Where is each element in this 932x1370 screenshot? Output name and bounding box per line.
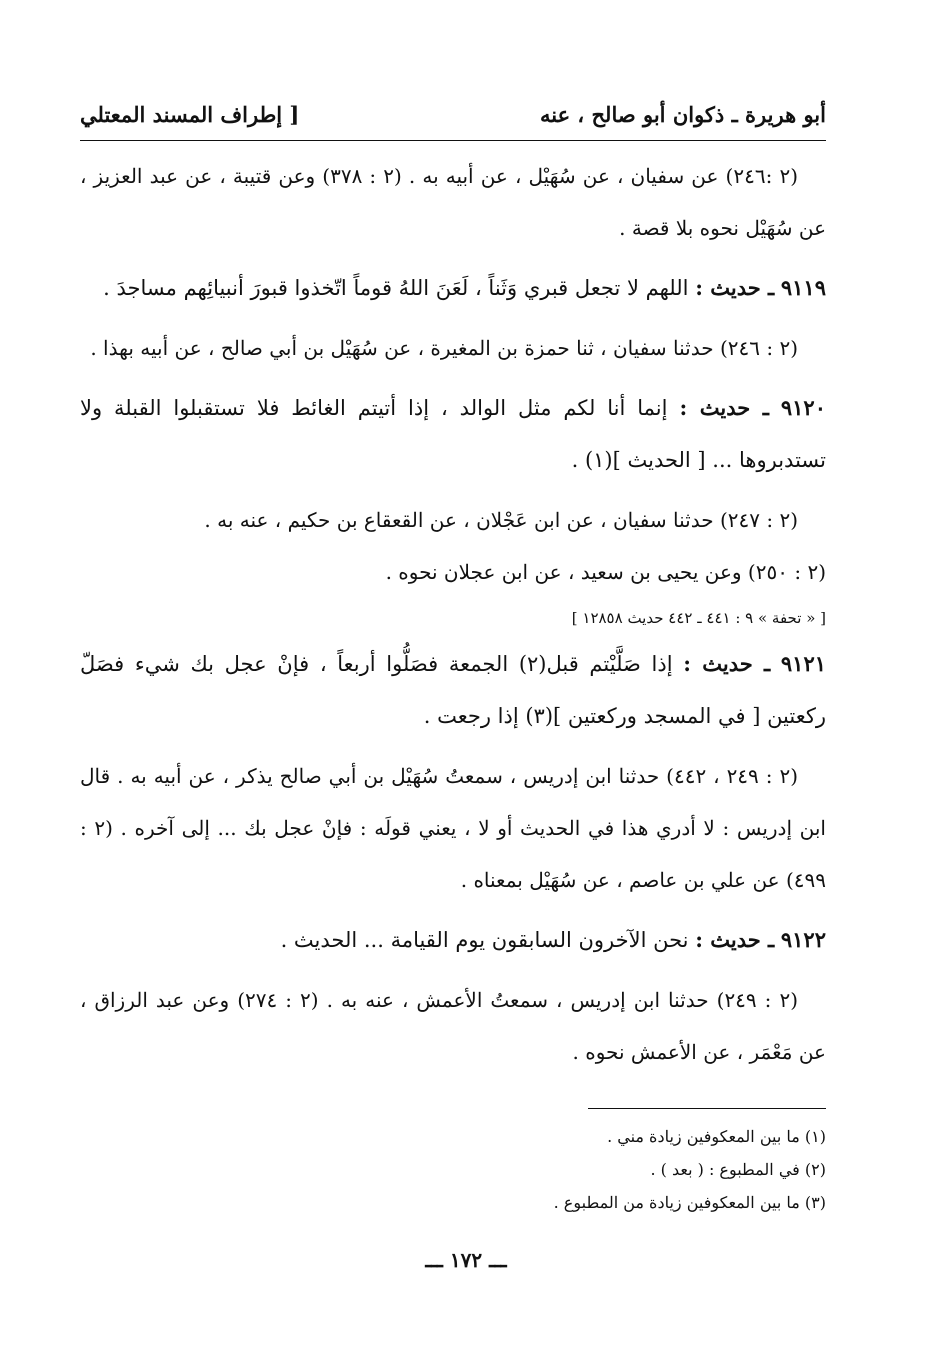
hadith-label: ـ حديث : bbox=[695, 927, 775, 952]
footnote-divider bbox=[588, 1108, 826, 1109]
hadith-label: ـ حديث : bbox=[695, 275, 775, 300]
hadith-entry bbox=[80, 382, 826, 486]
header-divider bbox=[80, 140, 826, 141]
hadith-text: إنما أنا لكم مثل الوالد ، إذا أتيتم الغائط فلا تستقبلوا القبلة ولا تستدبروها ... [ الحديث ](١) . bbox=[80, 396, 826, 472]
footnote: (٣) ما بين المعكوفين زيادة من المطبوع . bbox=[553, 1193, 826, 1212]
reference-line: (٢ : ٢٥٠) وعن يحيى بن سعيد ، عن ابن عجلان نحوه . bbox=[385, 560, 826, 584]
spacer bbox=[80, 742, 826, 750]
spacer bbox=[80, 906, 826, 914]
reference-paragraph: (٢ :٢٤٦) عن سفيان ، عن سُهَيْل ، عن أبيه به . (٢ : ٣٧٨) وعن قتيبة ، عن عبد العزيز ، عن سُهَيْل نحوه بلا قصة . bbox=[80, 164, 826, 240]
hadith-number: ٩١٢٠ bbox=[780, 395, 826, 420]
reference-paragraph: (٢ : ٢٤٧) حدثنا سفيان ، عن ابن عَجْلان ، عن القعقاع بن حكيم ، عنه به . bbox=[204, 508, 798, 532]
header-right-title: أبو هريرة ـ ذكوان أبو صالح ، عنه bbox=[539, 102, 826, 127]
reference-paragraph: (٢ : ٢٤٦) حدثنا سفيان ، ثنا حمزة بن المغيرة ، عن سُهَيْل بن أبي صالح ، عن أبيه بهذا . bbox=[90, 336, 798, 360]
tuhfa-citation: [ « تحفة » ٩ : ٤٤١ ـ ٤٤٢ حديث ١٢٨٥٨ ] bbox=[571, 609, 826, 627]
hadith-label: ـ حديث : bbox=[683, 651, 771, 676]
hadith-text: اللهم لا تجعل قبري وَثَناً ، لَعَنَ اللهُ قوماً اتّخذوا قبورَ أنبيائِهم مساجدَ . bbox=[103, 276, 689, 300]
hadith-number: ٩١٢٢ bbox=[780, 927, 826, 952]
hadith-number: ٩١١٩ bbox=[780, 275, 826, 300]
reference-paragraph: (٢ : ٢٤٩ ، ٤٤٢) حدثنا ابن إدريس ، سمعتُ سُهَيْل بن أبي صالح يذكر ، عن أبيه به . قال ابن إدريس : لا أدري هذا في الحديث أو لا ، يعني قولَه : فإنْ عجل بك ... إلى آخره . (٢ : ٤٩٩) عن علي بن عاصم ، عن سُهَيْل بمعناه . bbox=[80, 764, 826, 892]
hadith-label: ـ حديث : bbox=[679, 395, 769, 420]
spacer bbox=[80, 314, 826, 322]
spacer bbox=[80, 486, 826, 494]
hadith-entry bbox=[80, 262, 826, 314]
hadith-entry bbox=[80, 914, 826, 966]
running-header bbox=[80, 102, 826, 127]
hadith-text: إذا صَلَّيْتم قبل(٢) الجمعة فصَلُّوا أربعاً ، فإنْ عجل بك شيء فصَلّ ركعتين [ في المسجد وركعتين ](٣) إذا رجعت . bbox=[80, 652, 826, 728]
hadith-text: نحن الآخرون السابقون يوم القيامة ... الحديث . bbox=[280, 928, 689, 952]
footnote: (٢) في المطبوع : ( بعد ) . bbox=[650, 1160, 826, 1179]
spacer bbox=[80, 254, 826, 262]
hadith-number: ٩١٢١ bbox=[780, 651, 827, 676]
hadith-entry bbox=[80, 638, 826, 742]
main-text bbox=[80, 150, 826, 1078]
spacer bbox=[80, 374, 826, 382]
footnote: (١) ما بين المعكوفين زيادة مني . bbox=[607, 1127, 826, 1146]
header-left-title: [ إطراف المسند المعتلي bbox=[80, 102, 300, 127]
spacer bbox=[80, 966, 826, 974]
page-number: ـــ ١٧٢ ـــ bbox=[425, 1248, 507, 1272]
reference-paragraph: (٢ : ٢٤٩) حدثنا ابن إدريس ، سمعتُ الأعمش ، عنه به . (٢ : ٢٧٤) وعن عبد الرزاق ، عن مَعْمَر ، عن الأعمش نحوه . bbox=[80, 988, 826, 1064]
footnotes bbox=[80, 1120, 826, 1219]
